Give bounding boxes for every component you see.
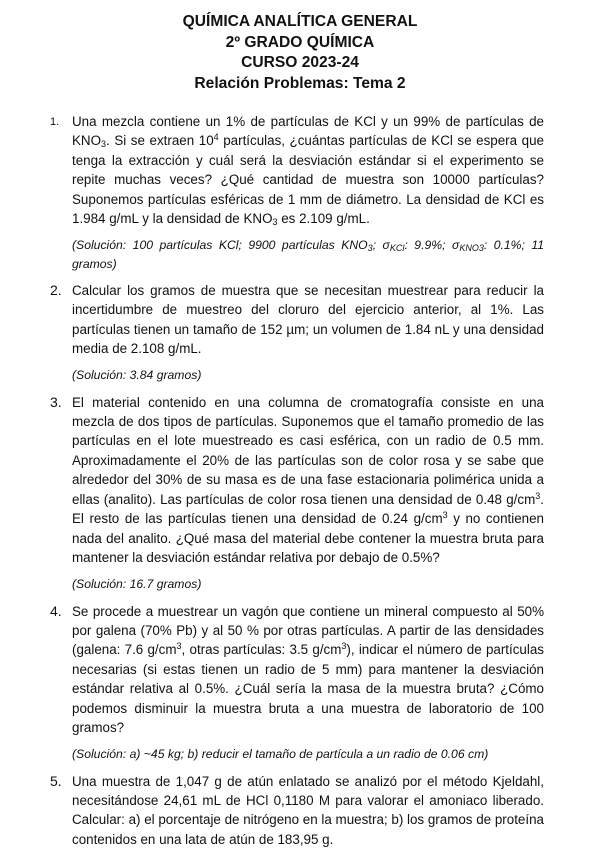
problem-list [0,112,600,849]
document-header [0,12,600,94]
problem-solution: (Solución: 3.84 gramos) [72,368,202,383]
problem-number: 5. [50,772,62,789]
problem-number: 4. [50,602,62,619]
degree-title: 2º GRADO QUÍMICA [225,33,375,51]
problem-number: 2. [50,281,62,298]
problem-statement: El material contenido en una columna de cromatografía consiste en una mezcla de dos tipos de partículas. Suponemos que el tamaño promedio de las partículas en el lote muestreado es casi esférica, con un radio de 0.5 mm. Aproximadamente el 20% de las partículas son de color rosa y se sabe que alrededor del 30% de su masa es de una fase estacionaria polimérica unida a ellas (analito). Las partículas de color rosa tienen una densidad de 0.48 $g/cm^3$. El resto de las partículas tienen una densidad de 0.24 $g/cm^3$ y no contienen nada del analito. ¿Qué masa del material debe contener la muestra bruta para mantener la desviación estándar relativa por debajo de 0.5%? [72,394,544,565]
problem-item [0,602,600,764]
problem-statement: Calcular los gramos de muestra que se necesitan muestrear para reducir la incertidumbre de muestreo del cloruro del ejercicio anterior, al 1%. Las partículas tienen un tamaño de 152 µm; un volumen de 1.84 nL y una densidad media de 2.108 g/mL. [72,282,544,357]
academic-year: CURSO 2023-24 [241,54,359,71]
problem-statement: Una muestra de 1,047 g de atún enlatado se analizó por el método Kjeldahl, necesitándose 24,61 mL de HCl 0,1180 M para valorar el amoniaco liberado. Calcular: a) el porcentaje de nitrógeno en la muestra; b) los gramos de proteína contenidos en una lata de atún de 183,95 g. [72,773,544,847]
problem-solution: (Solución: 100 partículas KCl; 9900 partículas $KNO_3$; $\sigma_{KCl}$: 9.9%; $\sigma_{KNO3}$: 0.1%; 11 gramos) [72,238,544,271]
problem-item [0,281,600,385]
problem-statement: Se procede a muestrear un vagón que contiene un mineral compuesto al 50% por galena (70% Pb) y al 50 % por otras partículas. A partir de las densidades (galena: 7.6 $g/cm^3$, otras partículas: 3.5 $g/cm^3$), indicar el número de partículas necesarias (si estas tienen un radio de 5 mm) para mantener la desviación estándar relativa al 0.5%. ¿Cuál sería la masa de la muestra bruta? ¿Cómo podemos disminuir la muestra bruta a una muestra de laboratorio de 100 gramos? [72,603,544,735]
problem-item [0,393,600,594]
problem-number: 3. [50,393,62,410]
problem-statement: Una mezcla contiene un 1% de partículas de KCl y un 99% de partículas de $KNO_3$. Si se extraen $10^4$ partículas, ¿cuántas partículas de KCl se espera que tenga la extracción y cuál será la desviación estándar si el experimento se repite muchas veces? ¿Qué cantidad de muestra son 10000 partículas? Suponemos partículas esféricas de 1 mm de diámetro. La densidad de KCl es 1.984 g/mL y la densidad de $KNO_3$ es 2.109 g/mL. [72,114,544,228]
problem-number: 1. [50,116,60,128]
course-title: QUÍMICA ANALÍTICA GENERAL [182,13,418,30]
problem-solution: (Solución: 16.7 gramos) [72,577,202,592]
problem-set-title: Relación Problemas: Tema 2 [194,74,406,92]
problem-solution: (Solución: a) ~45 kg; b) reducir el tamaño de partícula a un radio de 0.06 cm) [72,747,489,762]
problem-item [0,772,600,850]
problem-item [0,112,600,273]
